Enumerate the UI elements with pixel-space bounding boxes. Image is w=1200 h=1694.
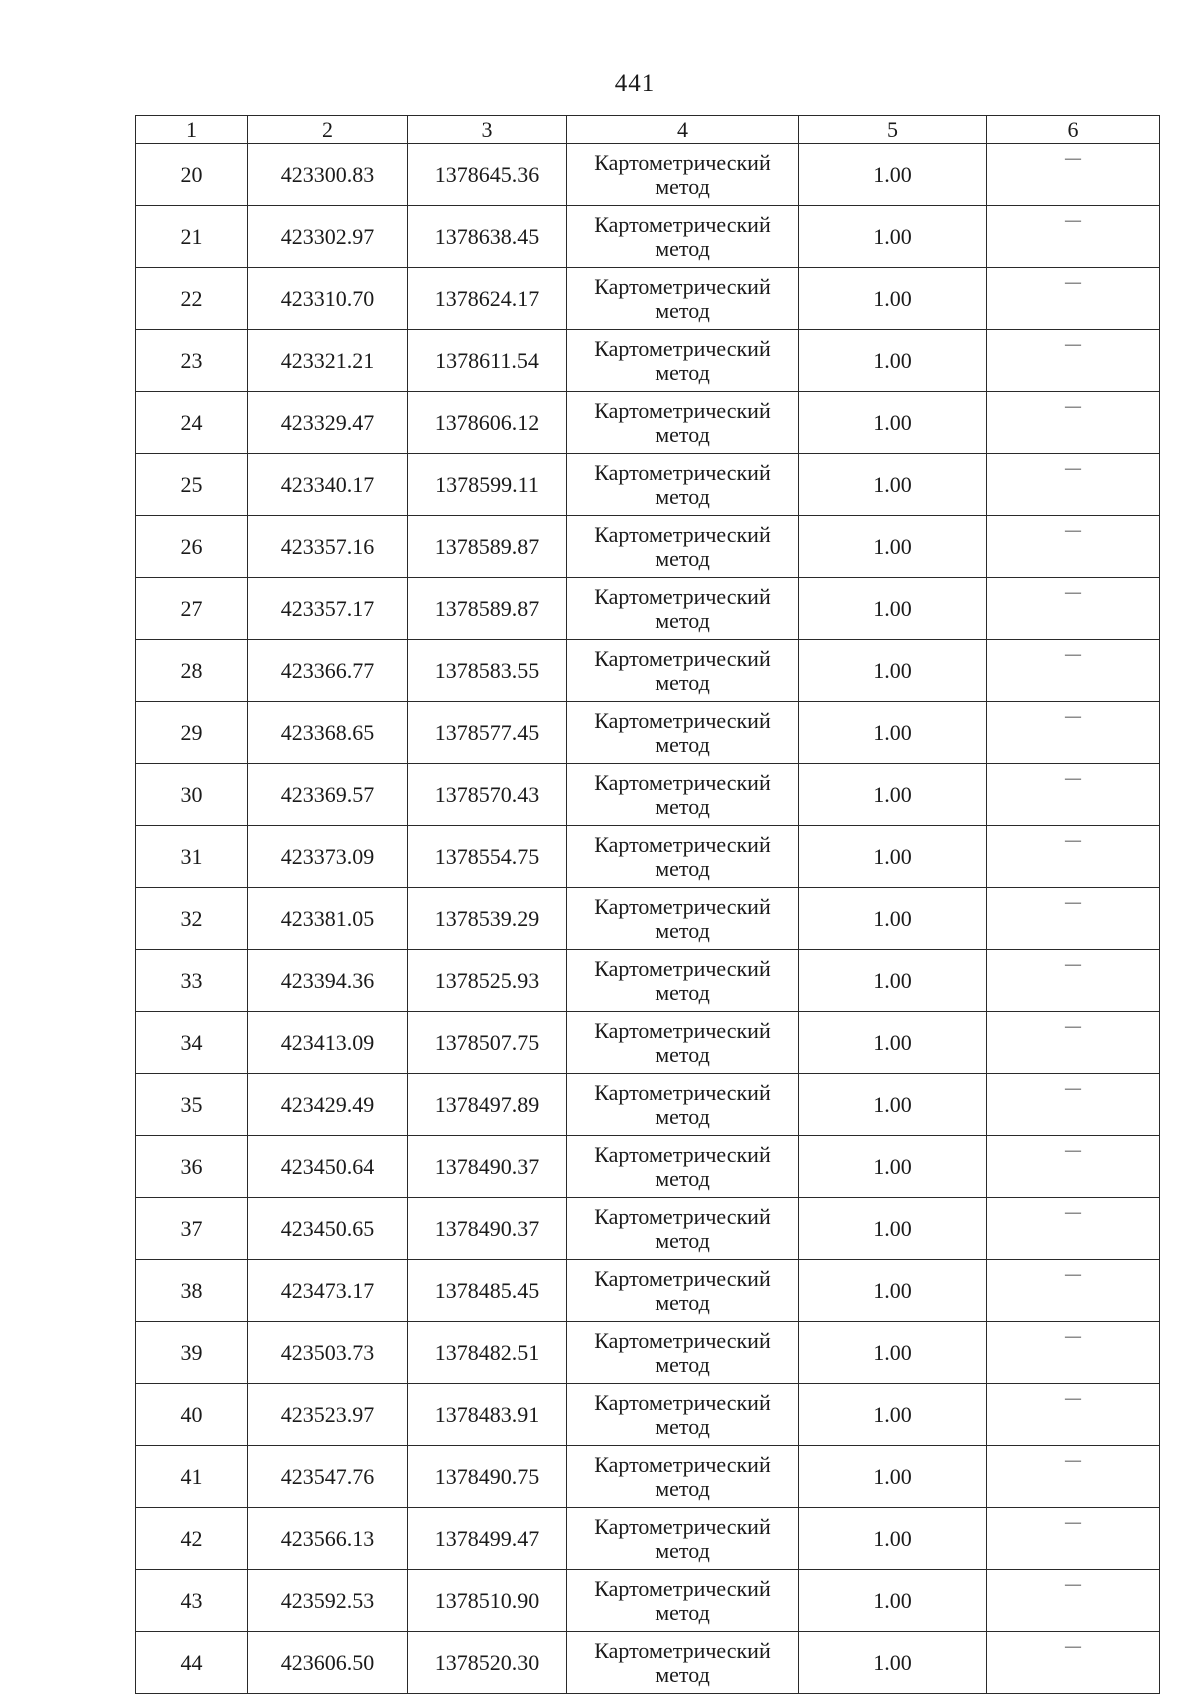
table-row (136, 826, 1160, 888)
method-cell (567, 330, 799, 392)
method-text-line2: метод (655, 917, 710, 943)
table-row (136, 1136, 1160, 1198)
column-number-3: 3 (408, 116, 567, 144)
method-text-line1: Картометрический (594, 1637, 771, 1663)
point-number-cell: 23 (136, 330, 248, 392)
x-coordinate-cell: 423413.09 (248, 1012, 408, 1074)
method-text-line2: метод (655, 669, 710, 695)
table-row (136, 1322, 1160, 1384)
method-cell (567, 950, 799, 1012)
x-coordinate-cell: 423302.97 (248, 206, 408, 268)
coordinates-table (135, 115, 1160, 1694)
point-number-cell: 27 (136, 578, 248, 640)
method-text-line1: Картометрический (594, 273, 771, 299)
method-cell (567, 1446, 799, 1508)
x-coordinate-cell: 423429.49 (248, 1074, 408, 1136)
method-text-line2: метод (655, 545, 710, 571)
method-cell (567, 1074, 799, 1136)
x-coordinate-cell: 423373.09 (248, 826, 408, 888)
method-text-line2: метод (655, 235, 710, 261)
method-cell (567, 888, 799, 950)
point-number-cell: 40 (136, 1384, 248, 1446)
table-row (136, 268, 1160, 330)
method-text-line1: Картометрический (594, 1389, 771, 1415)
accuracy-cell: 1.00 (799, 1136, 987, 1198)
note-cell: — (987, 640, 1160, 702)
method-text-line2: метод (655, 979, 710, 1005)
accuracy-cell: 1.00 (799, 206, 987, 268)
note-cell: — (987, 826, 1160, 888)
column-number-row (136, 116, 1160, 144)
note-cell: — (987, 516, 1160, 578)
y-coordinate-cell: 1378589.87 (408, 516, 567, 578)
column-number-5: 5 (799, 116, 987, 144)
method-cell (567, 454, 799, 516)
point-number-cell: 41 (136, 1446, 248, 1508)
y-coordinate-cell: 1378624.17 (408, 268, 567, 330)
method-text-line1: Картометрический (594, 1079, 771, 1105)
accuracy-cell: 1.00 (799, 144, 987, 206)
y-coordinate-cell: 1378583.55 (408, 640, 567, 702)
y-coordinate-cell: 1378483.91 (408, 1384, 567, 1446)
y-coordinate-cell: 1378570.43 (408, 764, 567, 826)
method-cell (567, 268, 799, 330)
y-coordinate-cell: 1378589.87 (408, 578, 567, 640)
x-coordinate-cell: 423592.53 (248, 1570, 408, 1632)
table-row (136, 1508, 1160, 1570)
table-row (136, 888, 1160, 950)
x-coordinate-cell: 423450.65 (248, 1198, 408, 1260)
method-text-line2: метод (655, 855, 710, 881)
method-text-line1: Картометрический (594, 1451, 771, 1477)
method-cell (567, 640, 799, 702)
method-text-line2: метод (655, 1475, 710, 1501)
table-row (136, 702, 1160, 764)
column-number-4: 4 (567, 116, 799, 144)
y-coordinate-cell: 1378499.47 (408, 1508, 567, 1570)
point-number-cell: 38 (136, 1260, 248, 1322)
method-text-line2: метод (655, 1413, 710, 1439)
point-number-cell: 20 (136, 144, 248, 206)
method-text-line2: метод (655, 1537, 710, 1563)
note-cell: — (987, 1570, 1160, 1632)
point-number-cell: 22 (136, 268, 248, 330)
y-coordinate-cell: 1378606.12 (408, 392, 567, 454)
table-row (136, 392, 1160, 454)
method-text-line2: метод (655, 1661, 710, 1687)
x-coordinate-cell: 423366.77 (248, 640, 408, 702)
method-text-line2: метод (655, 1041, 710, 1067)
y-coordinate-cell: 1378611.54 (408, 330, 567, 392)
table-row (136, 640, 1160, 702)
method-text-line1: Картометрический (594, 211, 771, 237)
x-coordinate-cell: 423450.64 (248, 1136, 408, 1198)
point-number-cell: 31 (136, 826, 248, 888)
note-cell: — (987, 1074, 1160, 1136)
table-row (136, 1570, 1160, 1632)
method-cell (567, 516, 799, 578)
accuracy-cell: 1.00 (799, 1446, 987, 1508)
method-text-line2: метод (655, 1165, 710, 1191)
accuracy-cell: 1.00 (799, 826, 987, 888)
column-number-2: 2 (248, 116, 408, 144)
note-cell: — (987, 1322, 1160, 1384)
table-row (136, 1012, 1160, 1074)
note-cell: — (987, 1012, 1160, 1074)
note-cell: — (987, 1508, 1160, 1570)
note-cell: — (987, 888, 1160, 950)
accuracy-cell: 1.00 (799, 578, 987, 640)
y-coordinate-cell: 1378520.30 (408, 1632, 567, 1694)
point-number-cell: 43 (136, 1570, 248, 1632)
method-text-line1: Картометрический (594, 1017, 771, 1043)
x-coordinate-cell: 423503.73 (248, 1322, 408, 1384)
column-number-1: 1 (136, 116, 248, 144)
x-coordinate-cell: 423473.17 (248, 1260, 408, 1322)
method-text-line1: Картометрический (594, 149, 771, 175)
accuracy-cell: 1.00 (799, 268, 987, 330)
y-coordinate-cell: 1378577.45 (408, 702, 567, 764)
note-cell: — (987, 578, 1160, 640)
table-row (136, 330, 1160, 392)
method-cell (567, 1198, 799, 1260)
y-coordinate-cell: 1378497.89 (408, 1074, 567, 1136)
table-row (136, 516, 1160, 578)
page-number: 441 (614, 70, 656, 97)
y-coordinate-cell: 1378490.37 (408, 1198, 567, 1260)
method-text-line1: Картометрический (594, 1265, 771, 1291)
method-text-line2: метод (655, 421, 710, 447)
method-text-line2: метод (655, 1599, 710, 1625)
point-number-cell: 32 (136, 888, 248, 950)
table-row (136, 1074, 1160, 1136)
x-coordinate-cell: 423321.21 (248, 330, 408, 392)
table-row (136, 1632, 1160, 1694)
method-text-line2: метод (655, 483, 710, 509)
accuracy-cell: 1.00 (799, 1074, 987, 1136)
note-cell: — (987, 764, 1160, 826)
x-coordinate-cell: 423369.57 (248, 764, 408, 826)
accuracy-cell: 1.00 (799, 702, 987, 764)
y-coordinate-cell: 1378510.90 (408, 1570, 567, 1632)
y-coordinate-cell: 1378482.51 (408, 1322, 567, 1384)
table-row (136, 206, 1160, 268)
table-row (136, 1198, 1160, 1260)
y-coordinate-cell: 1378490.75 (408, 1446, 567, 1508)
note-cell: — (987, 1632, 1160, 1694)
accuracy-cell: 1.00 (799, 392, 987, 454)
point-number-cell: 39 (136, 1322, 248, 1384)
method-text-line1: Картометрический (594, 1575, 771, 1601)
column-number-6: 6 (987, 116, 1160, 144)
accuracy-cell: 1.00 (799, 1632, 987, 1694)
method-text-line1: Картометрический (594, 1141, 771, 1167)
method-text-line1: Картометрический (594, 893, 771, 919)
method-cell (567, 1508, 799, 1570)
note-cell: — (987, 702, 1160, 764)
y-coordinate-cell: 1378554.75 (408, 826, 567, 888)
method-text-line1: Картометрический (594, 1327, 771, 1353)
note-cell: — (987, 1198, 1160, 1260)
note-cell: — (987, 392, 1160, 454)
method-text-line2: метод (655, 359, 710, 385)
method-text-line1: Картометрический (594, 831, 771, 857)
point-number-cell: 30 (136, 764, 248, 826)
note-cell: — (987, 268, 1160, 330)
method-text-line1: Картометрический (594, 955, 771, 981)
table-row (136, 1260, 1160, 1322)
method-cell (567, 1384, 799, 1446)
y-coordinate-cell: 1378507.75 (408, 1012, 567, 1074)
accuracy-cell: 1.00 (799, 764, 987, 826)
table-row (136, 578, 1160, 640)
accuracy-cell: 1.00 (799, 1198, 987, 1260)
point-number-cell: 26 (136, 516, 248, 578)
note-cell: — (987, 1384, 1160, 1446)
method-cell (567, 826, 799, 888)
method-text-line2: метод (655, 1351, 710, 1377)
method-cell (567, 578, 799, 640)
table-row (136, 1446, 1160, 1508)
y-coordinate-cell: 1378599.11 (408, 454, 567, 516)
method-text-line2: метод (655, 297, 710, 323)
note-cell: — (987, 454, 1160, 516)
y-coordinate-cell: 1378485.45 (408, 1260, 567, 1322)
method-text-line2: метод (655, 1289, 710, 1315)
point-number-cell: 33 (136, 950, 248, 1012)
method-text-line2: метод (655, 173, 710, 199)
x-coordinate-cell: 423381.05 (248, 888, 408, 950)
x-coordinate-cell: 423310.70 (248, 268, 408, 330)
x-coordinate-cell: 423357.16 (248, 516, 408, 578)
x-coordinate-cell: 423566.13 (248, 1508, 408, 1570)
method-text-line1: Картометрический (594, 335, 771, 361)
method-cell (567, 144, 799, 206)
x-coordinate-cell: 423606.50 (248, 1632, 408, 1694)
x-coordinate-cell: 423329.47 (248, 392, 408, 454)
point-number-cell: 29 (136, 702, 248, 764)
method-cell (567, 1322, 799, 1384)
accuracy-cell: 1.00 (799, 950, 987, 1012)
accuracy-cell: 1.00 (799, 330, 987, 392)
x-coordinate-cell: 423547.76 (248, 1446, 408, 1508)
method-text-line2: метод (655, 1103, 710, 1129)
table-row (136, 1384, 1160, 1446)
x-coordinate-cell: 423368.65 (248, 702, 408, 764)
method-text-line1: Картометрический (594, 707, 771, 733)
note-cell: — (987, 1446, 1160, 1508)
accuracy-cell: 1.00 (799, 454, 987, 516)
accuracy-cell: 1.00 (799, 1012, 987, 1074)
point-number-cell: 42 (136, 1508, 248, 1570)
accuracy-cell: 1.00 (799, 1570, 987, 1632)
note-cell: — (987, 144, 1160, 206)
accuracy-cell: 1.00 (799, 640, 987, 702)
method-text-line1: Картометрический (594, 459, 771, 485)
method-cell (567, 392, 799, 454)
x-coordinate-cell: 423523.97 (248, 1384, 408, 1446)
method-cell (567, 1632, 799, 1694)
table-row (136, 144, 1160, 206)
point-number-cell: 36 (136, 1136, 248, 1198)
method-text-line1: Картометрический (594, 521, 771, 547)
note-cell: — (987, 950, 1160, 1012)
y-coordinate-cell: 1378539.29 (408, 888, 567, 950)
x-coordinate-cell: 423340.17 (248, 454, 408, 516)
point-number-cell: 25 (136, 454, 248, 516)
accuracy-cell: 1.00 (799, 1322, 987, 1384)
x-coordinate-cell: 423394.36 (248, 950, 408, 1012)
accuracy-cell: 1.00 (799, 1508, 987, 1570)
table-row (136, 454, 1160, 516)
point-number-cell: 34 (136, 1012, 248, 1074)
note-cell: — (987, 206, 1160, 268)
note-cell: — (987, 1136, 1160, 1198)
accuracy-cell: 1.00 (799, 888, 987, 950)
method-cell (567, 764, 799, 826)
x-coordinate-cell: 423300.83 (248, 144, 408, 206)
y-coordinate-cell: 1378638.45 (408, 206, 567, 268)
method-cell (567, 702, 799, 764)
point-number-cell: 21 (136, 206, 248, 268)
method-text-line1: Картометрический (594, 583, 771, 609)
y-coordinate-cell: 1378490.37 (408, 1136, 567, 1198)
point-number-cell: 37 (136, 1198, 248, 1260)
method-text-line1: Картометрический (594, 1513, 771, 1539)
table-row (136, 950, 1160, 1012)
method-cell (567, 1260, 799, 1322)
method-cell (567, 1570, 799, 1632)
y-coordinate-cell: 1378525.93 (408, 950, 567, 1012)
method-cell (567, 206, 799, 268)
method-text-line1: Картометрический (594, 1203, 771, 1229)
note-cell: — (987, 330, 1160, 392)
point-number-cell: 35 (136, 1074, 248, 1136)
method-text-line2: метод (655, 607, 710, 633)
note-cell: — (987, 1260, 1160, 1322)
point-number-cell: 28 (136, 640, 248, 702)
point-number-cell: 44 (136, 1632, 248, 1694)
method-text-line2: метод (655, 1227, 710, 1253)
method-cell (567, 1136, 799, 1198)
table-row (136, 764, 1160, 826)
method-text-line2: метод (655, 731, 710, 757)
method-text-line1: Картометрический (594, 397, 771, 423)
y-coordinate-cell: 1378645.36 (408, 144, 567, 206)
point-number-cell: 24 (136, 392, 248, 454)
accuracy-cell: 1.00 (799, 516, 987, 578)
method-cell (567, 1012, 799, 1074)
accuracy-cell: 1.00 (799, 1384, 987, 1446)
table-body (136, 116, 1160, 1694)
method-text-line1: Картометрический (594, 769, 771, 795)
method-text-line2: метод (655, 793, 710, 819)
method-text-line1: Картометрический (594, 645, 771, 671)
x-coordinate-cell: 423357.17 (248, 578, 408, 640)
accuracy-cell: 1.00 (799, 1260, 987, 1322)
